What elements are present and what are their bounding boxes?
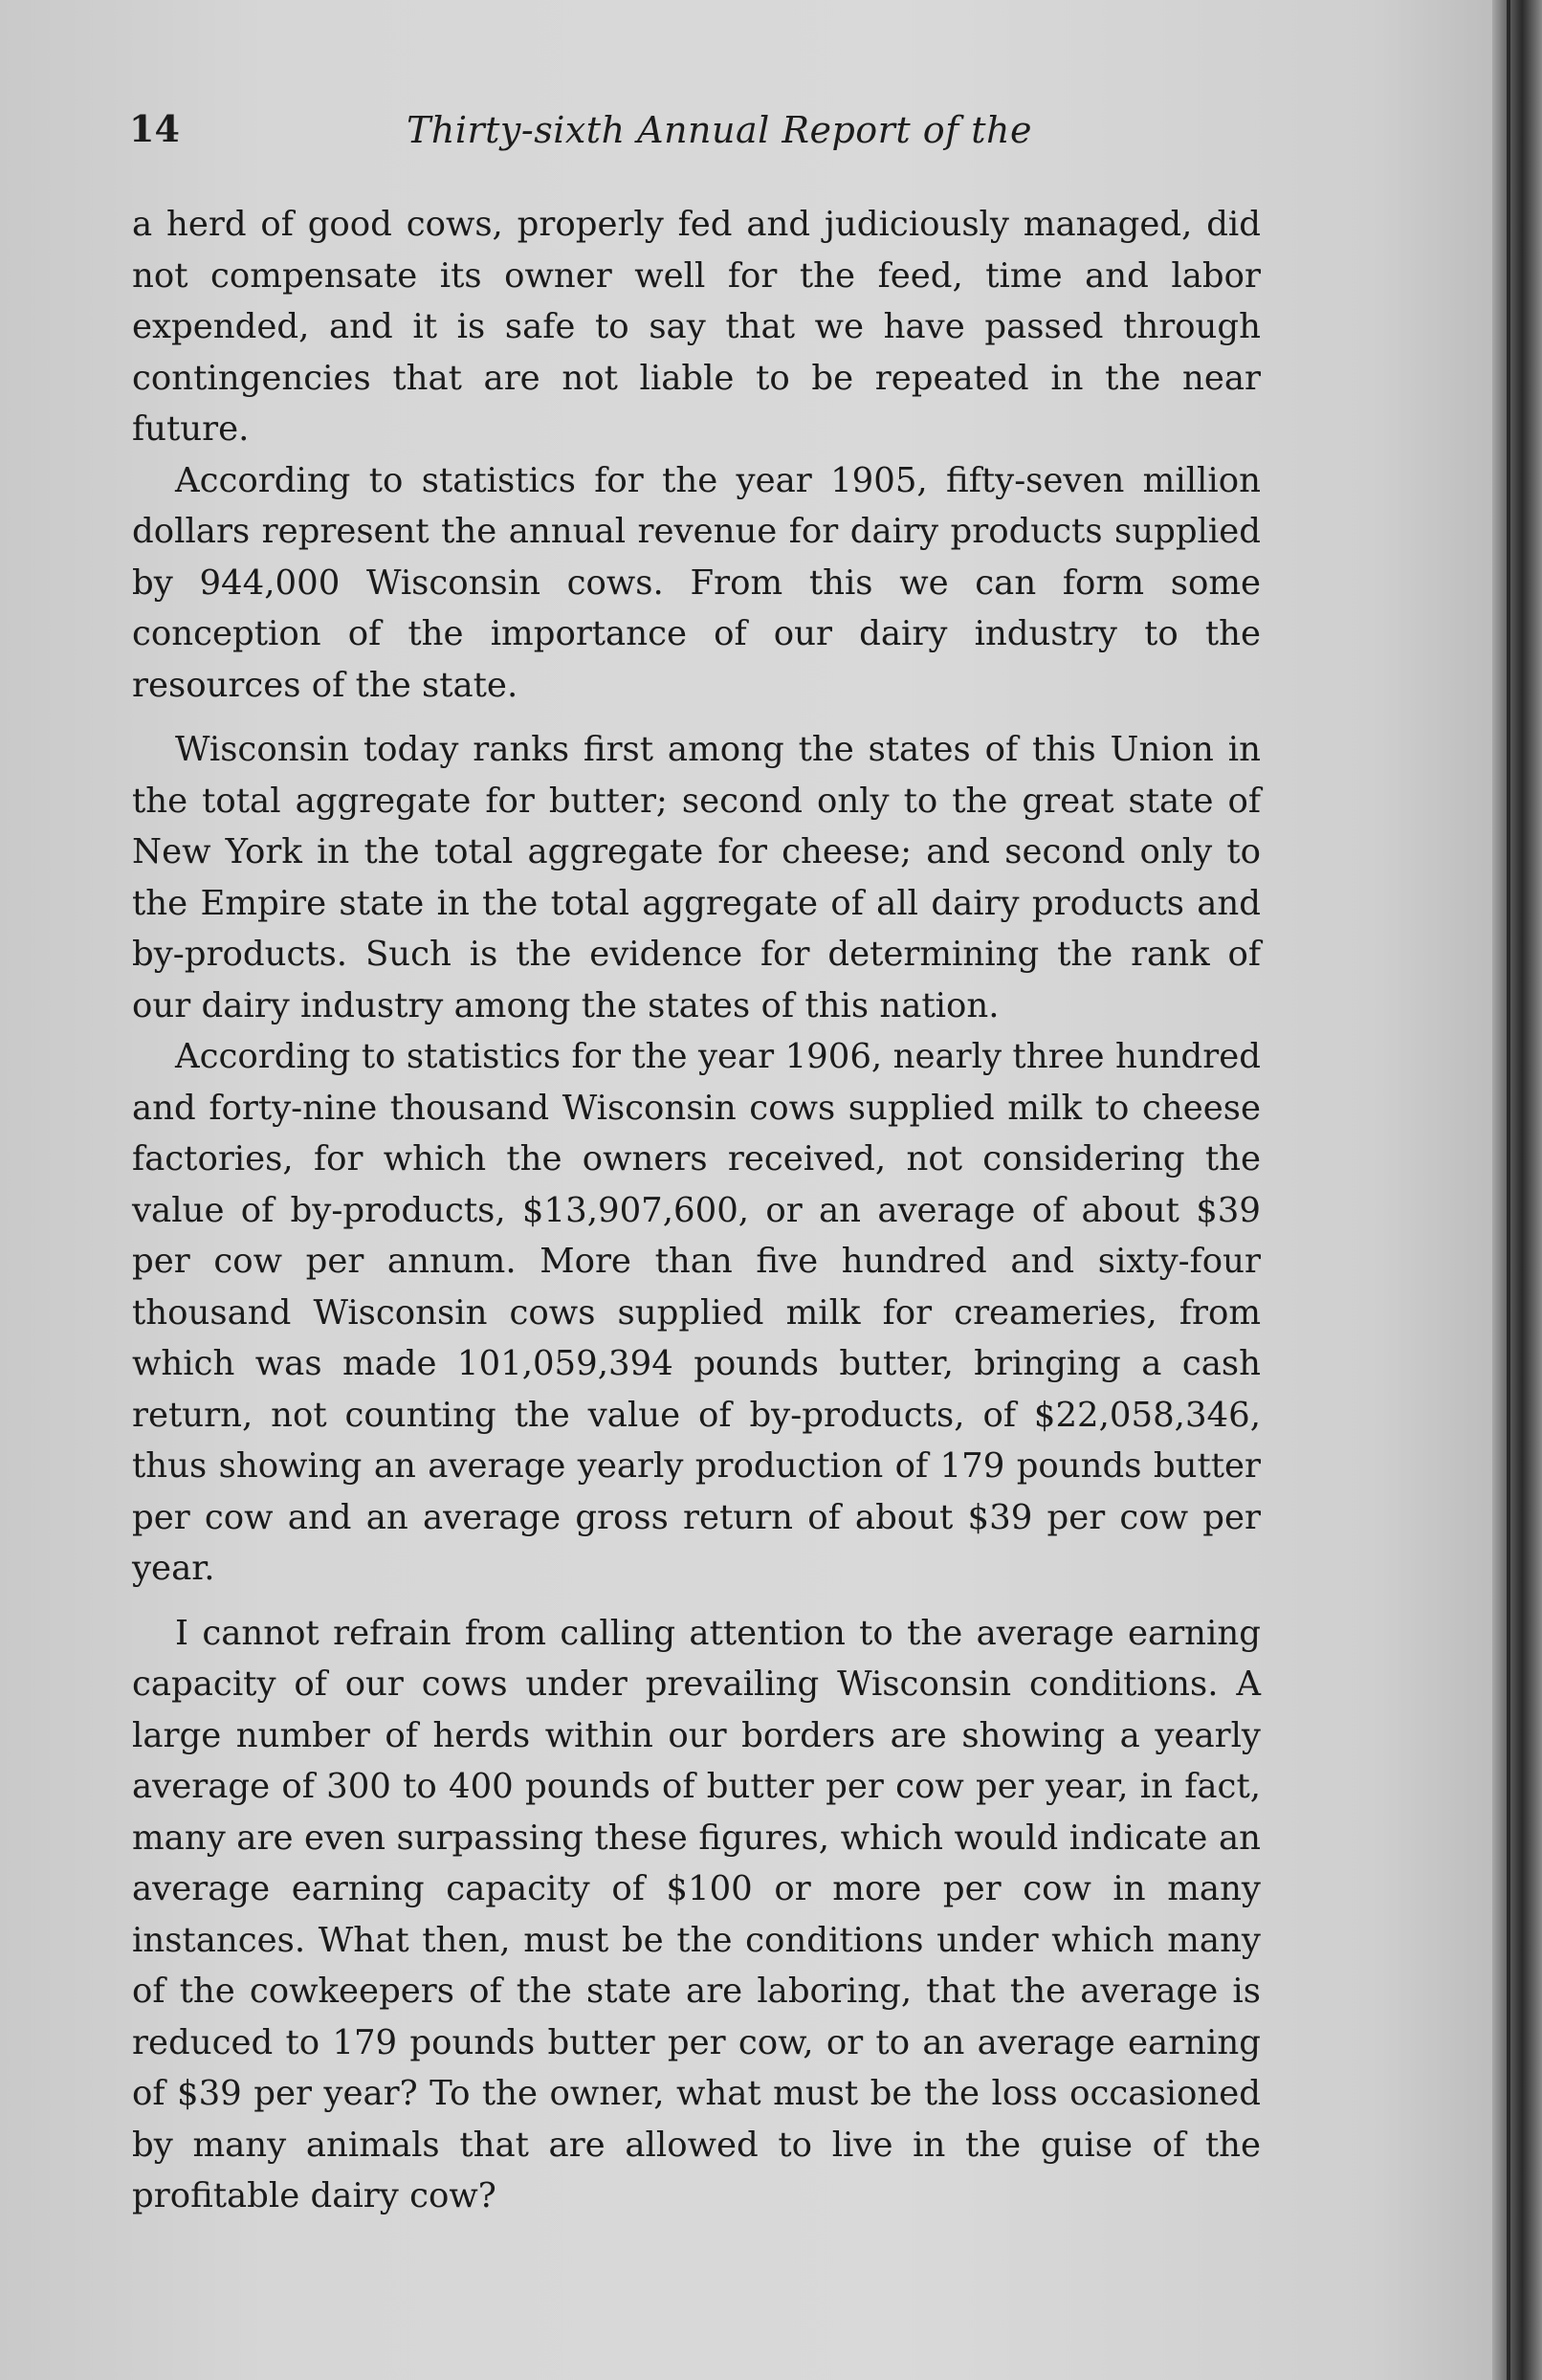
body-text	[132, 199, 1261, 2222]
paragraph-5: I cannot refrain from calling attention to the average earning capacity of our cows under prevailing Wisconsin conditions. A large number of herds within our borders are showing a yearly average of 300 to 400 pounds of butter per cow per year, in fact, many are even surpassing these figures, which would indicate an average earning capacity of $100 or more per cow in many instances. What then, must be the conditions under which many of the cowkeepers of the state are laboring, that the average is reduced to 179 pounds butter per cow, or to an average earning of $39 per year? To the owner, what must be the loss occasioned by many animals that are allowed to live in the guise of the profitable dairy cow?	[132, 1613, 1261, 2215]
page-header	[129, 107, 1282, 165]
paragraph-1: a herd of good cows, properly fed and judiciously managed, did not compensate its owner well for the feed, time and labor expended, and it is safe to say that we have passed through contingencies that are not liable to be repeated in the near future.	[132, 205, 1261, 449]
book-binding-edge	[1492, 0, 1542, 2380]
binding-shadow-line	[1507, 0, 1510, 2380]
running-head: Thirty-sixth Annual Report of the	[407, 109, 1032, 151]
page-number: 14	[129, 107, 180, 150]
paragraph-4: According to statistics for the year 1906, nearly three hundred and forty-nine thousand Wisconsin cows supplied milk to cheese factories, for which the owners received, not considering the value of by-products, $13,907,600, or an average of about $39 per cow per annum. More than five hundred and sixty-four thousand Wisconsin cows supplied milk for creameries, from which was made 101,059,394 pounds butter, bringing a cash return, not counting the value of by-products, of $22,058,346, thus showing an average yearly production of 179 pounds butter per cow and an average gross return of about $39 per cow per year.	[132, 1037, 1261, 1588]
paragraph-2: According to statistics for the year 1905, fifty-seven million dollars represent the annual revenue for dairy products supplied by 944,000 Wisconsin cows. From this we can form some conception of the importance of our dairy industry to the resources of the state.	[132, 460, 1261, 705]
paragraph-3: Wisconsin today ranks first among the states of this Union in the total aggregate for butter; second only to the great state of New York in the total aggregate for cheese; and second only to the Empire state in the total aggregate of all dairy products and by-products. Such is the evidence for determining the rank of our dairy industry among the states of this nation.	[132, 730, 1261, 1025]
